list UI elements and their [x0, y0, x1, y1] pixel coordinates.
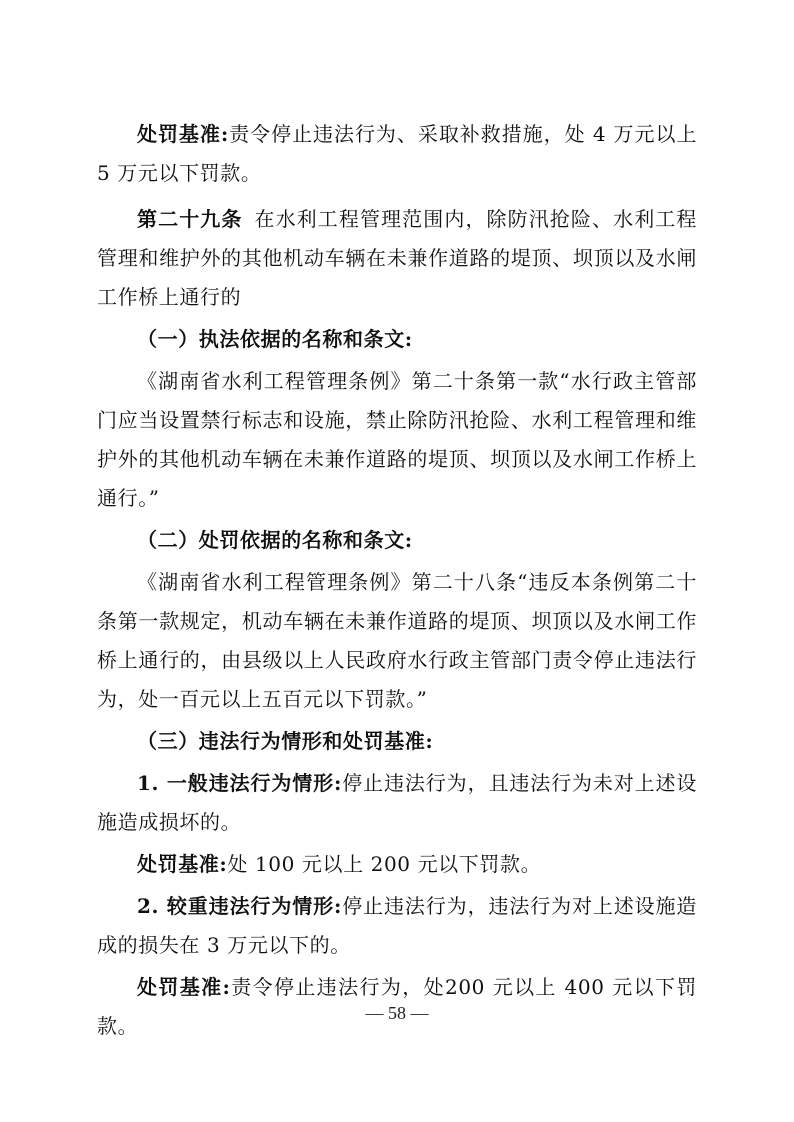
general-violation-label: 1. 一般违法行为情形: — [137, 771, 342, 795]
general-penalty-label: 处罚基准: — [137, 852, 228, 876]
enforcement-basis-text: 《湖南省水利工程管理条例》第二十条第一款“水行政主管部门应当设置禁行标志和设施，禁止除防汛抢险、水利工程管理和维护外的其他机动车辆在未兼作道路的堤顶、坝顶以及水闸工作桥上通行。” — [97, 369, 697, 510]
serious-violation-text: 停止违法行为，违法行为对上述设施造成的损失在 3 万元以下的。 — [97, 894, 697, 957]
article-29-heading: 第二十九条 — [137, 207, 243, 231]
penalty-standard-text: 责令停止违法行为、采取补救措施，处 4 万元以上 5 万元以下罚款。 — [97, 122, 698, 185]
serious-penalty-text: 责令停止违法行为，处200 元以上 400 元以下罚款。 — [97, 975, 697, 1038]
general-violation-paragraph — [97, 764, 697, 842]
article-29-text: 在水利工程管理范围内，除防汛抢险、水利工程管理和维护外的其他机动车辆在未兼作道路的堤顶、坝顶以及水闸工作桥上通行的 — [97, 207, 697, 309]
section-1-heading: （一）执法依据的名称和条文: — [137, 327, 413, 351]
article-29-paragraph — [97, 200, 697, 317]
penalty-basis-text: 《湖南省水利工程管理条例》第二十八条“违反本条例第二十条第一款规定，机动车辆在未兼作道路的堤顶、坝顶以及水闸工作桥上通行的，由县级以上人民政府水行政主管部门责令停止违法行为，处一百元以上五百元以下罚款。” — [97, 570, 697, 711]
penalty-standard-label: 处罚基准: — [137, 122, 229, 146]
section-2-heading: （二）处罚依据的名称和条文: — [137, 528, 413, 552]
serious-violation-paragraph — [97, 887, 697, 965]
general-penalty-paragraph — [97, 845, 697, 884]
general-violation-text: 停止违法行为，且违法行为未对上述设施造成损坏的。 — [97, 771, 697, 834]
general-penalty-text: 处 100 元以上 200 元以下罚款。 — [227, 852, 542, 876]
section-3-heading: （三）违法行为情形和处罚基准: — [137, 729, 434, 753]
serious-penalty-label: 处罚基准: — [137, 975, 231, 999]
penalty-standard-paragraph — [97, 115, 697, 193]
document-body — [97, 115, 697, 1046]
serious-violation-label: 2. 较重违法行为情形: — [137, 894, 342, 918]
page-number: — 58 — — [365, 1003, 429, 1023]
